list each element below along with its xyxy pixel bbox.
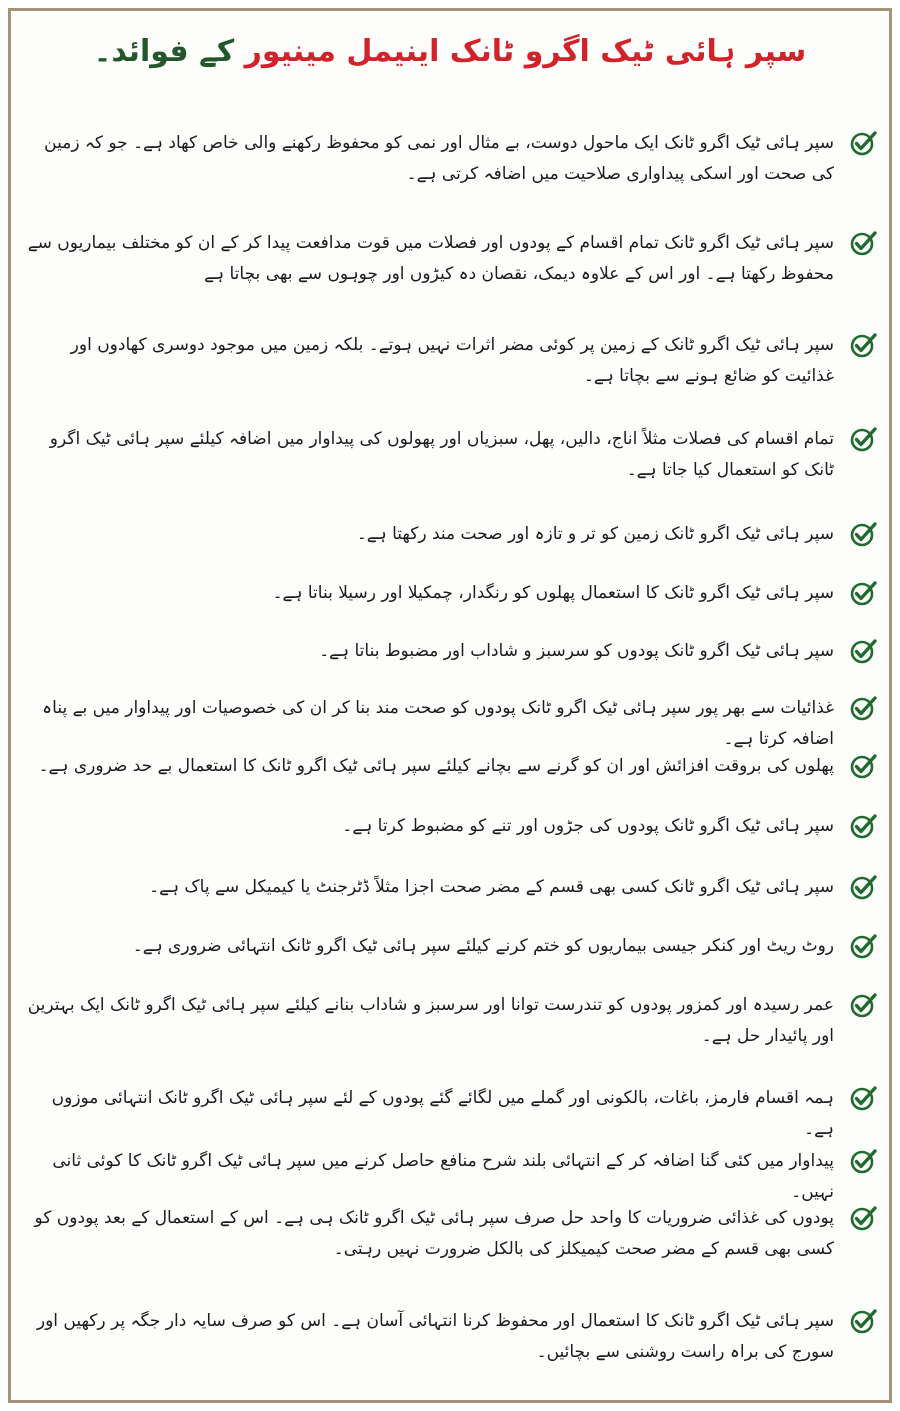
check-circle-icon [848,811,878,841]
list-item [20,751,878,782]
list-item-text: پودوں کی غذائی ضروریات کا واحد حل صرف سپر ہائی ٹیک اگرو ٹانک ہی ہے۔ اس کے استعمال کے بعد پودوں کو کسی بھی قسم کے مضر صحت کیمیکلز کی بالکل ضرورت نہیں رہتی۔ [34,1208,834,1259]
check-circle-icon [848,693,878,723]
check-circle-icon [848,519,878,549]
list-item-text: سپر ہائی ٹیک اگرو ٹانک پودوں کو سرسبز و شاداب اور مضبوط بناتا ہے۔ [319,641,834,661]
check-circle-icon [848,931,878,961]
list-item-text: ہمہ اقسام فارمز، باغات، بالکونی اور گملے میں لگائے گئے پودوں کے لئے سپر ہائی ٹیک اگرو ٹانک انتہائی موزوں ہے۔ [51,1088,834,1139]
check-circle-icon [848,128,878,158]
list-item [20,519,878,550]
page-title [0,30,900,74]
check-circle-icon [848,228,878,258]
list-item [20,693,878,755]
check-circle-icon [848,578,878,608]
check-circle-icon [848,1146,878,1176]
list-item-text: پیداوار میں کئی گنا اضافہ کر کے انتہائی بلند شرح منافع حاصل کرنے میں سپر ہائی ٹیک اگرو ٹانک کا کوئی ثانی نہیں۔ [52,1151,834,1202]
list-item [20,872,878,903]
check-circle-icon [848,424,878,454]
list-item [20,128,878,190]
list-item-text: سپر ہائی ٹیک اگرو ٹانک ایک ماحول دوست، بے مثال اور نمی کو محفوظ رکھنے والی خاص کھاد ہے۔ جو کہ زمین کی صحت اور اسکی پیداواری صلاحیت میں اضافہ کرتی ہے۔ [44,133,834,184]
check-circle-icon [848,990,878,1020]
list-item-text: سپر ہائی ٹیک اگرو ٹانک کا استعمال اور محفوظ کرنا انتہائی آسان ہے۔ اس کو صرف سایہ دار جگہ پر رکھیں اور سورج کی براہ راست روشنی سے بچائیں۔ [36,1311,834,1362]
list-item [20,931,878,962]
list-item-text: عمر رسیدہ اور کمزور پودوں کو تندرست توانا اور سرسبز و شاداب بنانے کیلئے سپر ہائی ٹیک اگرو ٹانک ایک بہترین اور پائیدار حل ہے۔ [27,995,834,1046]
check-circle-icon [848,872,878,902]
list-item [20,228,878,290]
list-item [20,636,878,667]
list-item [20,330,878,392]
list-item-text: سپر ہائی ٹیک اگرو ٹانک زمین کو تر و تازہ اور صحت مند رکھتا ہے۔ [356,524,834,544]
list-item-text: سپر ہائی ٹیک اگرو ٹانک کا استعمال پھلوں کو رنگدار، چمکیلا اور رسیلا بناتا ہے۔ [272,583,834,603]
title-product-name: سپر ہائی ٹیک اگرو ٹانک اینیمل مینیور [244,34,807,69]
list-item [20,1203,878,1265]
check-circle-icon [848,330,878,360]
list-item [20,811,878,842]
list-item [20,1306,878,1368]
list-item-text: سپر ہائی ٹیک اگرو ٹانک کسی بھی قسم کے مضر صحت اجزا مثلاً ڈٹرجنٹ یا کیمیکل سے پاک ہے۔ [149,877,834,897]
check-circle-icon [848,1203,878,1233]
list-item-text: روٹ ریٹ اور کنکر جیسی بیماریوں کو ختم کرنے کیلئے سپر ہائی ٹیک اگرو ٹانک انتہائی ضروری ہے۔ [132,936,834,956]
list-item [20,1146,878,1208]
list-item-text: تمام اقسام کی فصلات مثلاً اناج، دالیں، پھل، سبزیاں اور پھولوں کی پیداوار میں اضافہ کیلئے سپر ہائی ٹیک اگرو ٹانک کو استعمال کیا جاتا ہے۔ [49,429,834,480]
list-item [20,990,878,1052]
list-item [20,424,878,486]
list-item-text: غذائیات سے بھر پور سپر ہائی ٹیک اگرو ٹانک پودوں کو صحت مند بنا کر ان کی خصوصیات اور پیداوار میں بے پناہ اضافہ کرتا ہے۔ [42,698,834,749]
list-item [20,1083,878,1145]
list-item-text: سپر ہائی ٹیک اگرو ٹانک کے زمین پر کوئی مضر اثرات نہیں ہوتے۔ بلکہ زمین میں موجود دوسری کھادوں اور غذائیت کو ضائع ہونے سے بچاتا ہے۔ [70,335,834,386]
list-item-text: پھلوں کی بروقت افزائش اور ان کو گرنے سے بچانے کیلئے سپر ہائی ٹیک اگرو ٹانک کا استعمال بے حد ضروری ہے۔ [38,756,834,776]
list-item-text: سپر ہائی ٹیک اگرو ٹانک تمام اقسام کے پودوں اور فصلات میں قوت مدافعت پیدا کر کے ان کو مختلف بیماریوں سے محفوظ رکھتا ہے۔ اور اس کے علاوہ دیمک، نقصان دہ کیڑوں اور چوہوں سے بھی بچاتا ہے [27,233,834,284]
check-circle-icon [848,751,878,781]
check-circle-icon [848,636,878,666]
list-item-text: سپر ہائی ٹیک اگرو ٹانک پودوں کی جڑوں اور تنے کو مضبوط کرتا ہے۔ [342,816,834,836]
list-item [20,578,878,609]
check-circle-icon [848,1083,878,1113]
check-circle-icon [848,1306,878,1336]
title-suffix: کے فوائد۔ [93,34,245,69]
